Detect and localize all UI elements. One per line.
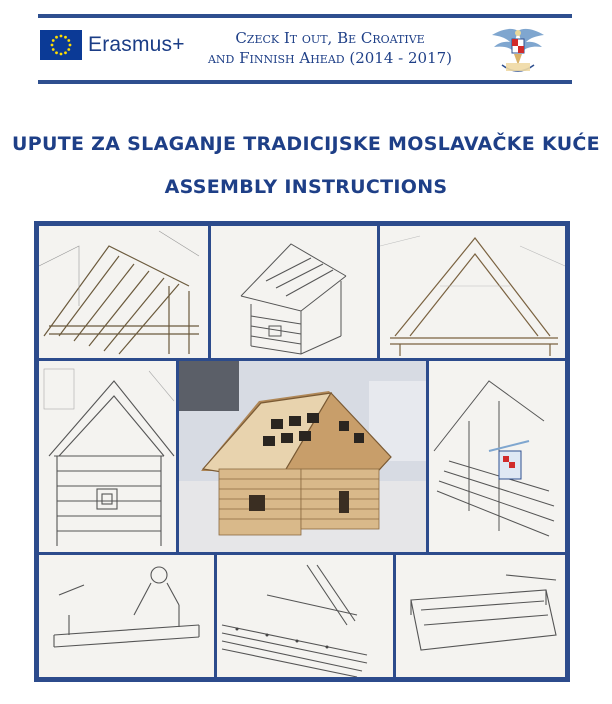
collage-photo-crest-panel-sketch xyxy=(429,361,565,552)
collage-photo-house-sketch xyxy=(211,226,377,358)
erasmus-logo xyxy=(40,30,185,60)
collage-photo-frame-assembly-sketch xyxy=(396,555,565,677)
document-title-english: ASSEMBLY INSTRUCTIONS xyxy=(164,176,448,198)
collage-photo-base-frame-sketch xyxy=(39,555,214,677)
document-title-croatian: UPUTE ZA SLAGANJE TRADICIJSKE MOSLAVAČKE KUĆE xyxy=(12,133,600,155)
erasmus-logo-text: Erasmus+ xyxy=(88,33,185,56)
collage-photo-wooden-house-model xyxy=(179,361,426,552)
project-title-line2: and Finnish Ahead (2014 - 2017) xyxy=(207,49,453,67)
collage-photo-beam-pieces-sketch xyxy=(217,555,393,677)
header-top-rule xyxy=(38,14,572,18)
project-crest-icon xyxy=(484,25,552,77)
photo-collage xyxy=(34,221,570,682)
collage-photo-roof-truss-sketch xyxy=(39,226,208,358)
project-title xyxy=(190,28,470,68)
collage-photo-wall-gable-sketch xyxy=(39,361,176,552)
header-bottom-rule xyxy=(38,80,572,84)
eu-flag-icon xyxy=(40,30,82,60)
project-title-line1: Czeck It out, Be Croative xyxy=(235,29,425,47)
collage-photo-gable-sketch xyxy=(380,226,565,358)
